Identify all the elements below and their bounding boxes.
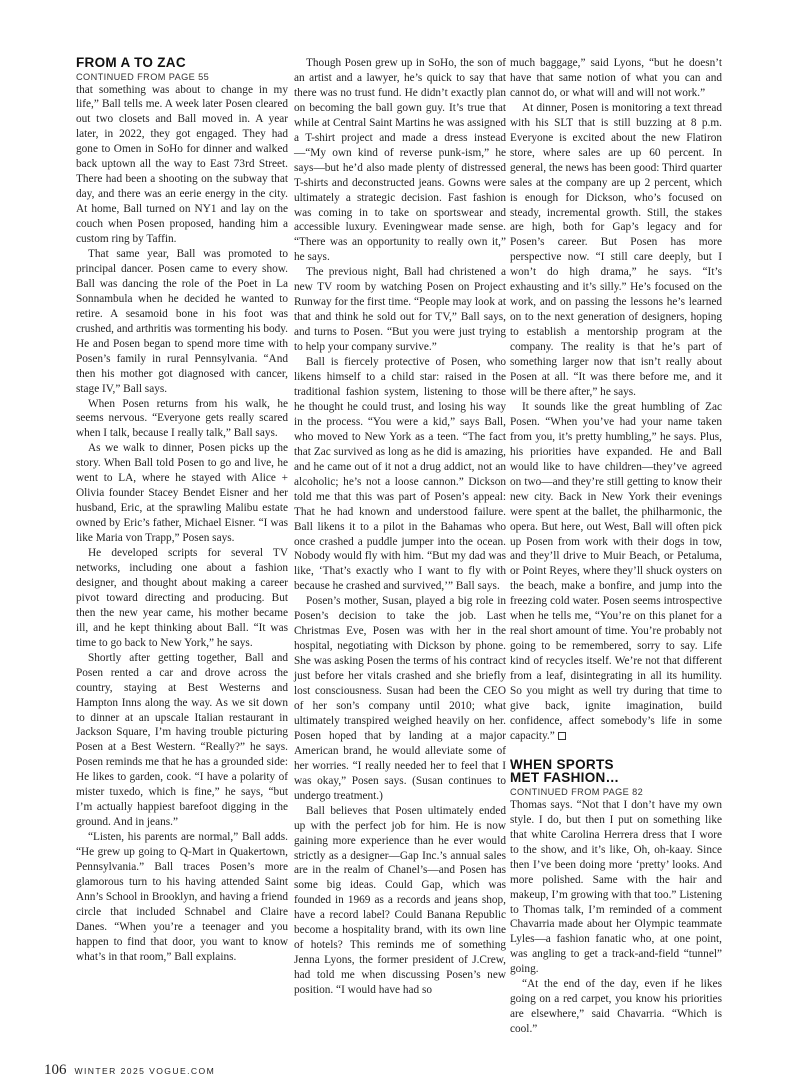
continued-line: CONTINUED FROM PAGE 55: [76, 71, 210, 82]
page-number: 106: [44, 1062, 67, 1078]
end-of-article-mark: [558, 732, 566, 740]
issue-line: WINTER 2025 VOGUE.COM: [74, 1066, 216, 1076]
paragraph: “Listen, his parents are normal,” Ball adds. “He grew up going to Q-Mart in Quakertown, Pennsylvania.” Ball traces Posen’s more glamorous turn to his having attended Saint Ann’s School in Brooklyn, and having a friend circle that included Schnabel and Claire Danes. “When you’re a teenager and you happen to find that door, you want to know what’s in that room,” Ball explains.: [76, 831, 288, 963]
paragraph: [510, 400, 722, 744]
column-2: [294, 56, 506, 998]
paragraph: Thomas says. “Not that I don’t have my own style. I do, but then I put on something like that white Carolina Herrera dress that I wore to the show, and it’s like, Oh, oh-kaay. Since then I’ve been doing more ‘pretty’ looks. And more polished. Same with the hair and makeup, I’m growing with that too.” Listening to Thomas talk, I’m reminded of a comment Chavarria made about her Olympic teammate Lyles—a fashion fanatic who, at one point, was angling to get a track-and-field “tunnel” going.: [510, 798, 722, 976]
paragraph: Posen’s mother, Susan, played a big role in Posen’s decision to take the job. Last Christmas Eve, Posen was with her in the hospital, negotiating with Dickson by phone. She was asking Posen the terms of his contract just before her vitals crashed and she briefly lost consciousness. Susan had been the CEO of her son’s company until 2010; what ultimately transpired weighed heavily on her. Posen hoped that by landing at a major American brand, he would alleviate some of her worries. “I really needed her to feel that I was okay,” Posen says. (Susan continues to undergo treatment.): [294, 595, 506, 802]
paragraph: At dinner, Posen is monitoring a text thread with his SLT that is still buzzing at 8 p.m. Everyone is excited about the new Flatiron store, where sales are up 60 percent. In general, the news has been good: Third quarter sales at the company are up 2 percent, which is enough for Dickson, who’s focused on steady, incremental growth. Still, the stakes are high, both for Gap’s legacy and for Posen’s career. But Posen has more perspective now. “I still care deeply, but I won’t do high drama,” he says. “It’s exhausting and it’s silly.” He’s focused on the work, and on passing the lessons he’s learned on to the next generation of designers, hoping to establish a mentorship program at the company. The reality is that he’s part of something larger now that isn’t really about Posen at all. “It was there before me, and it will be there after,” he says.: [510, 101, 722, 398]
paragraph: The previous night, Ball had christened a new TV room by watching Posen on Project Runway for the first time. “People may look at that and think he sold out for TV,” Ball says, and turns to Posen. “But you were just trying to help your company survive.”: [294, 266, 506, 354]
continued-line: CONTINUED FROM PAGE 82: [510, 786, 644, 797]
paragraph: Shortly after getting together, Ball and Posen rented a car and drove across the country, staying at Best Westerns and Hampton Inns along the way. As we sit down to dinner at an upscale Italian restaurant in Jackson Square, I’m having trouble picturing Posen at a Best Western. “Really?” he says. Posen reminds me that he has a grounded side: He likes to garden, cook. “I have a polarity of mister tuxedo, which is fine,” he says, “but I’m actually happiest barefoot digging in the ground. And in jeans.”: [76, 651, 288, 829]
column-1: [76, 56, 288, 965]
page-footer: [44, 1062, 215, 1079]
paragraph: That same year, Ball was promoted to principal dancer. Posen came to every show. Ball was dancing the role of the Poet in La Sonnambula when he decided he wanted to retire. A sesamoid bone in his foot was crushed, and arthritis was tormenting his body. He and Posen began to spend more time with Posen’s family in rural Pennsylvania. “And then his mother got diagnosed with cancer, stage IV,” Ball says.: [76, 247, 288, 395]
paragraph: “At the end of the day, even if he likes going on a red carpet, you know his priorities are elsewhere,” said Chavarria. “Which is cool.”: [510, 978, 722, 1036]
second-article-header: [510, 758, 722, 798]
paragraph: Though Posen grew up in SoHo, the son of an artist and a lawyer, he’s quick to say that there was no trust fund. He didn’t exactly plan on becoming the ball gown guy. It’s true that while at Central Saint Martins he was assigned a T-shirt project and made a dress instead—“My own kind of reverse punk-ism,” he says—but he’d also made plenty of distressed T-shirts and deconstructed jeans. Gowns were ultimately a strategic decision. Fast fashion was coming in to take on sportswear and accessible luxury. Eveningwear made sense. “There was an opportunity to really own it,” he says.: [294, 57, 506, 264]
paragraph: As we walk to dinner, Posen picks up the story. When Ball told Posen to go and live, he went to LA, where he stayed with Alice + Olivia founder Stacey Bendet Eisner and her husband, Eric, at the sprawling Malibu estate owned by Eric’s father, Michael Eisner. “I was like Maria von Trapp,” Posen says.: [76, 442, 288, 545]
paragraph: that something was about to change in my life,” Ball tells me. A week later Posen cleared out two closets and Ball moved in. A year later, in 2022, they got engaged. They had gone to Omen in SoHo for dinner and walked back uptown all the way to East 73rd Street. There had been a shooting on the subway that day, and there was an eerie energy in the city. At home, Ball turned on NY1 and lay on the couch when Posen proposed, handing him a custom ring by Taffin.: [76, 83, 288, 246]
column-3: [510, 56, 722, 1037]
section-headline-line-1: WHEN SPORTS: [510, 756, 614, 772]
paragraph: Ball is fiercely protective of Posen, who likens himself to a child star: raised in the traditional fashion system, listening to those he thought he could trust, and losing his way in the process. “You were a kid,” says Ball, who moved to New York as a teen. “The fact that Zac survived as long as he did is amazing, and he came out of it not a drug addict, not an alcoholic; he’s not a loose cannon.” Dickson told me that this was part of Posen’s appeal: That he had known and understood failure. Ball likens it to a pilot in the Bahamas who once crashed a puddle jumper into the ocean. Nobody would fly with him. “But my dad was like, ‘That’s exactly who I want to fly with because he crashed and survived,’” Ball says.: [294, 356, 506, 593]
paragraph: When Posen returns from his walk, he seems nervous. “Everyone gets really scared when I talk, because I really talk,” Ball says.: [76, 397, 288, 440]
section-headline: FROM A TO ZAC: [76, 55, 186, 70]
paragraph: much baggage,” said Lyons, “but he doesn’t have that same notion of what you can and cannot do, or what will and will not work.”: [510, 57, 722, 99]
section-headline-line-2: MET FASHION…: [510, 770, 620, 786]
paragraph: Ball believes that Posen ultimately ended up with the perfect job for him. He is now gaining more experience than he ever would strictly as a designer—Gap Inc.’s annual sales are in the realm of Chanel’s—and Posen has some big ideas. Could Gap, which was founded in 1969 as a records and jeans shop, have a record label? Could Banana Republic become a hospitality brand, with its own line of hotels? This reminds me of something Jenna Lyons, the former president of J.Crew, had told me when discussing Posen’s new position. “I would have had so: [294, 804, 506, 997]
paragraph: He developed scripts for several TV networks, including one about a fashion designer, and thought about making a career pivot toward directing and producing. But then the new year came, his mother became ill, and he kept thinking about Ball. “It was time to go back to New York,” he says.: [76, 547, 288, 649]
paragraph-text: It sounds like the great humbling of Zac Posen. “When you’ve had your name taken from you, it’s pretty humbling,” he says. Plus, his priorities have expanded. He and Ball would like to have children—they’ve agreed on two—and they’re still getting to know their new city. Back in New York their evenings were spent at the ballet, the philharmonic, the opera. But here, out West, Ball will often pick up Posen from work with their dogs in tow, and they’ll drive to Muir Beach, or Petaluma, or Point Reyes, where they’ll shuck oysters on the beach, make a bonfire, and jump into the freezing cold water. Posen seems introspective when he tells me, “You’re on this planet for a real short amount of time. You’re probably not going to be remembered, sorry to say. Life kind of recycles itself. We’re not that different from a leaf, disintegrating in all its humility. So you might as well try during that time to give back, ignite imagination, build confidence, affect somebody’s life in some capacity.”: [510, 400, 722, 742]
